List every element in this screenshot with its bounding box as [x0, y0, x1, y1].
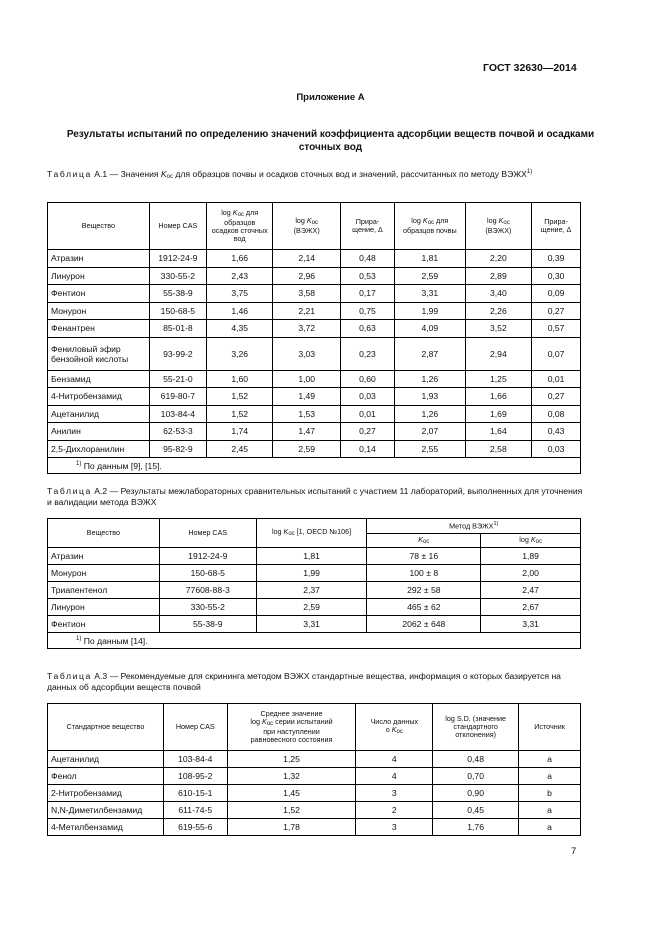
substance-cell: 4-Нитробензамид: [48, 388, 150, 406]
table2-caption: [47, 486, 584, 508]
caption-text: А.2 — Результаты межлабораторных сравнительных испытаний с участием 11 лабораторий, выполненных для уточнения и валидации метода ВЭЖХ: [47, 486, 583, 508]
table-row: [48, 405, 581, 423]
value-cell: 0,30: [532, 267, 581, 285]
header-cas: Номер CAS: [163, 704, 227, 751]
table-row: [48, 599, 581, 616]
table-row: [48, 423, 581, 441]
value-cell: 3,75: [206, 285, 272, 303]
substance-cell: Триапентенол: [48, 582, 160, 599]
value-cell: 55-38-9: [159, 616, 256, 633]
caption-number: А.1 — Значения: [94, 169, 161, 179]
value-cell: 4: [356, 751, 433, 768]
table-row: [48, 320, 581, 338]
table-row: [48, 785, 581, 802]
table-row: [48, 250, 581, 268]
value-cell: 1,60: [206, 370, 272, 388]
substance-cell: Фениловый эфир бензойной кислоты: [48, 337, 150, 370]
value-cell: 0,39: [532, 250, 581, 268]
value-cell: 1,52: [227, 802, 356, 819]
substance-cell: Фентион: [48, 285, 150, 303]
value-cell: 330-55-2: [149, 267, 206, 285]
value-cell: 1,26: [394, 370, 465, 388]
table-row: [48, 388, 581, 406]
table-row: [48, 616, 581, 633]
value-cell: 330-55-2: [159, 599, 256, 616]
table1-caption: [47, 169, 584, 182]
table1-note-row: [48, 458, 581, 474]
value-cell: 3,31: [481, 616, 581, 633]
value-cell: 1,46: [206, 302, 272, 320]
value-cell: 78 ± 16: [367, 548, 481, 565]
value-cell: a: [519, 751, 581, 768]
substance-cell: Фенантрен: [48, 320, 150, 338]
koc-subscript: ос: [166, 174, 174, 180]
value-cell: a: [519, 802, 581, 819]
value-cell: 2: [356, 802, 433, 819]
value-cell: 2,67: [481, 599, 581, 616]
value-cell: 2,07: [394, 423, 465, 441]
substance-cell: N,N-Диметилбензамид: [48, 802, 164, 819]
value-cell: 0,07: [532, 337, 581, 370]
value-cell: 3,52: [465, 320, 531, 338]
value-cell: 0,60: [340, 370, 394, 388]
value-cell: 4: [356, 768, 433, 785]
value-cell: 0,57: [532, 320, 581, 338]
table-row: [48, 548, 581, 565]
table-row: [48, 285, 581, 303]
header-log-koc-oecd: log Kос [1, OECD №106]: [256, 519, 367, 548]
table3-header-row: [48, 704, 581, 751]
header-standard-substance: Стандартное вещество: [48, 704, 164, 751]
value-cell: 85-01-8: [149, 320, 206, 338]
substance-cell: Бензамид: [48, 370, 150, 388]
value-cell: 77608-88-3: [159, 582, 256, 599]
value-cell: 0,09: [532, 285, 581, 303]
value-cell: 3,58: [273, 285, 341, 303]
value-cell: 3,31: [256, 616, 367, 633]
table-row: [48, 440, 581, 458]
table-a2: [47, 518, 581, 649]
value-cell: 0,43: [532, 423, 581, 441]
value-cell: 2,26: [465, 302, 531, 320]
caption-rest: для образцов почвы и осадков сточных вод и значений, рассчитанных по методу ВЭЖХ: [173, 169, 527, 179]
table-row: [48, 768, 581, 785]
value-cell: 103-84-4: [163, 751, 227, 768]
substance-cell: Фенол: [48, 768, 164, 785]
substance-cell: Атразин: [48, 250, 150, 268]
value-cell: 0,17: [340, 285, 394, 303]
table-row: [48, 802, 581, 819]
value-cell: 1,78: [227, 819, 356, 836]
value-cell: 1,89: [481, 548, 581, 565]
value-cell: 150-68-5: [149, 302, 206, 320]
value-cell: 2,00: [481, 565, 581, 582]
value-cell: 619-55-6: [163, 819, 227, 836]
substance-cell: Фентион: [48, 616, 160, 633]
caption-prefix: Таблица: [47, 671, 92, 681]
value-cell: 2,47: [481, 582, 581, 599]
value-cell: 1,25: [465, 370, 531, 388]
substance-cell: Монурон: [48, 302, 150, 320]
value-cell: 611-74-5: [163, 802, 227, 819]
value-cell: 0,08: [532, 405, 581, 423]
value-cell: 1,74: [206, 423, 272, 441]
value-cell: 1,25: [227, 751, 356, 768]
table-a3: [47, 703, 581, 836]
value-cell: 1,66: [206, 250, 272, 268]
value-cell: 0,48: [433, 751, 519, 768]
value-cell: 1,53: [273, 405, 341, 423]
header-log-koc-hplc: log Kос (ВЭЖХ): [273, 203, 341, 250]
value-cell: 0,53: [340, 267, 394, 285]
value-cell: 93-99-2: [149, 337, 206, 370]
value-cell: 108-95-2: [163, 768, 227, 785]
value-cell: 1,32: [227, 768, 356, 785]
value-cell: 0,90: [433, 785, 519, 802]
caption-prefix: Таблица: [47, 486, 92, 496]
header-log-koc-sludge: log Kос для образцов осадков сточных вод: [206, 203, 272, 250]
results-title: Результаты испытаний по определению значений коэффициента адсорбции веществ почвой и осадками сточных вод: [66, 129, 595, 153]
value-cell: 2,37: [256, 582, 367, 599]
table-a1: [47, 202, 581, 474]
value-cell: 0,01: [532, 370, 581, 388]
value-cell: 1,69: [465, 405, 531, 423]
substance-cell: 2-Нитробензамид: [48, 785, 164, 802]
table-row: [48, 582, 581, 599]
value-cell: 2,58: [465, 440, 531, 458]
value-cell: 1,00: [273, 370, 341, 388]
substance-cell: Ацетанилид: [48, 751, 164, 768]
value-cell: 2,94: [465, 337, 531, 370]
value-cell: 3: [356, 785, 433, 802]
value-cell: 100 ± 8: [367, 565, 481, 582]
table-row: [48, 565, 581, 582]
header-substance: Вещество: [48, 519, 160, 548]
table1-header-row: [48, 203, 581, 250]
header-increment-2: Прира- щение, Δ: [532, 203, 581, 250]
value-cell: 0,03: [340, 388, 394, 406]
substance-cell: 4-Метилбензамид: [48, 819, 164, 836]
value-cell: 55-21-0: [149, 370, 206, 388]
value-cell: 1912-24-9: [149, 250, 206, 268]
table-row: [48, 267, 581, 285]
value-cell: 2,20: [465, 250, 531, 268]
value-cell: 95-82-9: [149, 440, 206, 458]
value-cell: 0,63: [340, 320, 394, 338]
value-cell: 2,14: [273, 250, 341, 268]
value-cell: 1,49: [273, 388, 341, 406]
table-row: [48, 370, 581, 388]
header-mean-log-koc: Среднее значение log Kос серии испытаний при наступлении равновесного состояния: [227, 704, 356, 751]
value-cell: 3,26: [206, 337, 272, 370]
header-log-koc-soil: log Kос для образцов почвы: [394, 203, 465, 250]
page-number: 7: [571, 846, 577, 857]
value-cell: 2,59: [256, 599, 367, 616]
header-log-koc: log Kос: [481, 534, 581, 548]
value-cell: 1,64: [465, 423, 531, 441]
value-cell: 0,27: [340, 423, 394, 441]
value-cell: 1,99: [394, 302, 465, 320]
value-cell: 3,31: [394, 285, 465, 303]
header-log-koc-hplc-2: log Kос (ВЭЖХ): [465, 203, 531, 250]
substance-cell: Атразин: [48, 548, 160, 565]
value-cell: 0,23: [340, 337, 394, 370]
substance-cell: Линурон: [48, 267, 150, 285]
header-koc: Kос: [367, 534, 481, 548]
caption-prefix: Таблица: [47, 169, 92, 179]
value-cell: 2,43: [206, 267, 272, 285]
header-log-sd: log S.D. (значение стандартного отклонения): [433, 704, 519, 751]
value-cell: 0,75: [340, 302, 394, 320]
value-cell: 2,59: [394, 267, 465, 285]
table3-caption: [47, 671, 584, 693]
value-cell: b: [519, 785, 581, 802]
header-increment: Прира- щение, Δ: [340, 203, 394, 250]
value-cell: 0,70: [433, 768, 519, 785]
value-cell: 103-84-4: [149, 405, 206, 423]
header-substance: Вещество: [48, 203, 150, 250]
value-cell: 1,45: [227, 785, 356, 802]
value-cell: 2,45: [206, 440, 272, 458]
table2-note-row: [48, 633, 581, 649]
value-cell: 292 ± 58: [367, 582, 481, 599]
substance-cell: 2,5-Дихлоранилин: [48, 440, 150, 458]
value-cell: 1,81: [394, 250, 465, 268]
value-cell: 1,52: [206, 388, 272, 406]
caption-text: А.3 — Рекомендуемые для скрининга методом ВЭЖХ стандартные вещества, информация о которых базируется на данных об адсорбции веществ почвой: [47, 671, 561, 693]
annex-title: Приложение А: [296, 92, 365, 103]
value-cell: 1,76: [433, 819, 519, 836]
value-cell: 3,03: [273, 337, 341, 370]
table-row: [48, 751, 581, 768]
value-cell: 4,35: [206, 320, 272, 338]
value-cell: 610-15-1: [163, 785, 227, 802]
value-cell: 0,27: [532, 388, 581, 406]
value-cell: 1,99: [256, 565, 367, 582]
table-row: [48, 819, 581, 836]
header-cas: Номер CAS: [149, 203, 206, 250]
value-cell: 465 ± 62: [367, 599, 481, 616]
value-cell: 619-80-7: [149, 388, 206, 406]
table-row: [48, 337, 581, 370]
value-cell: 3,40: [465, 285, 531, 303]
value-cell: 1,26: [394, 405, 465, 423]
value-cell: 2062 ± 648: [367, 616, 481, 633]
header-hplc-method: Метод ВЭЖХ$^{1)}$: [367, 519, 581, 534]
value-cell: 2,21: [273, 302, 341, 320]
value-cell: 0,14: [340, 440, 394, 458]
header-cas: Номер CAS: [159, 519, 256, 548]
value-cell: 2,55: [394, 440, 465, 458]
value-cell: 3: [356, 819, 433, 836]
value-cell: 3,72: [273, 320, 341, 338]
substance-cell: Монурон: [48, 565, 160, 582]
value-cell: 1,81: [256, 548, 367, 565]
value-cell: 0,45: [433, 802, 519, 819]
value-cell: 62-53-3: [149, 423, 206, 441]
value-cell: 150-68-5: [159, 565, 256, 582]
header-data-count: Число данных о Kос: [356, 704, 433, 751]
value-cell: 4,09: [394, 320, 465, 338]
value-cell: 2,89: [465, 267, 531, 285]
standard-number: ГОСТ 32630—2014: [483, 62, 577, 74]
substance-cell: Анилин: [48, 423, 150, 441]
substance-cell: Линурон: [48, 599, 160, 616]
table1-note: $^{1)}$ По данным [9], [15].: [48, 458, 581, 474]
header-source: Источник: [519, 704, 581, 751]
table2-note: $^{1)}$ По данным [14].: [48, 633, 581, 649]
value-cell: 1,52: [206, 405, 272, 423]
value-cell: 0,27: [532, 302, 581, 320]
value-cell: 1,47: [273, 423, 341, 441]
value-cell: 2,59: [273, 440, 341, 458]
table-row: [48, 302, 581, 320]
value-cell: 1,66: [465, 388, 531, 406]
value-cell: a: [519, 768, 581, 785]
value-cell: 0,01: [340, 405, 394, 423]
value-cell: 1,93: [394, 388, 465, 406]
value-cell: 55-38-9: [149, 285, 206, 303]
koc-symbol: K: [160, 169, 167, 179]
value-cell: 2,96: [273, 267, 341, 285]
value-cell: 0,03: [532, 440, 581, 458]
caption-footnote: 1): [526, 169, 533, 176]
value-cell: 1912-24-9: [159, 548, 256, 565]
table2-header-row: [48, 519, 581, 534]
value-cell: 2,87: [394, 337, 465, 370]
substance-cell: Ацетанилид: [48, 405, 150, 423]
value-cell: 0,48: [340, 250, 394, 268]
value-cell: a: [519, 819, 581, 836]
